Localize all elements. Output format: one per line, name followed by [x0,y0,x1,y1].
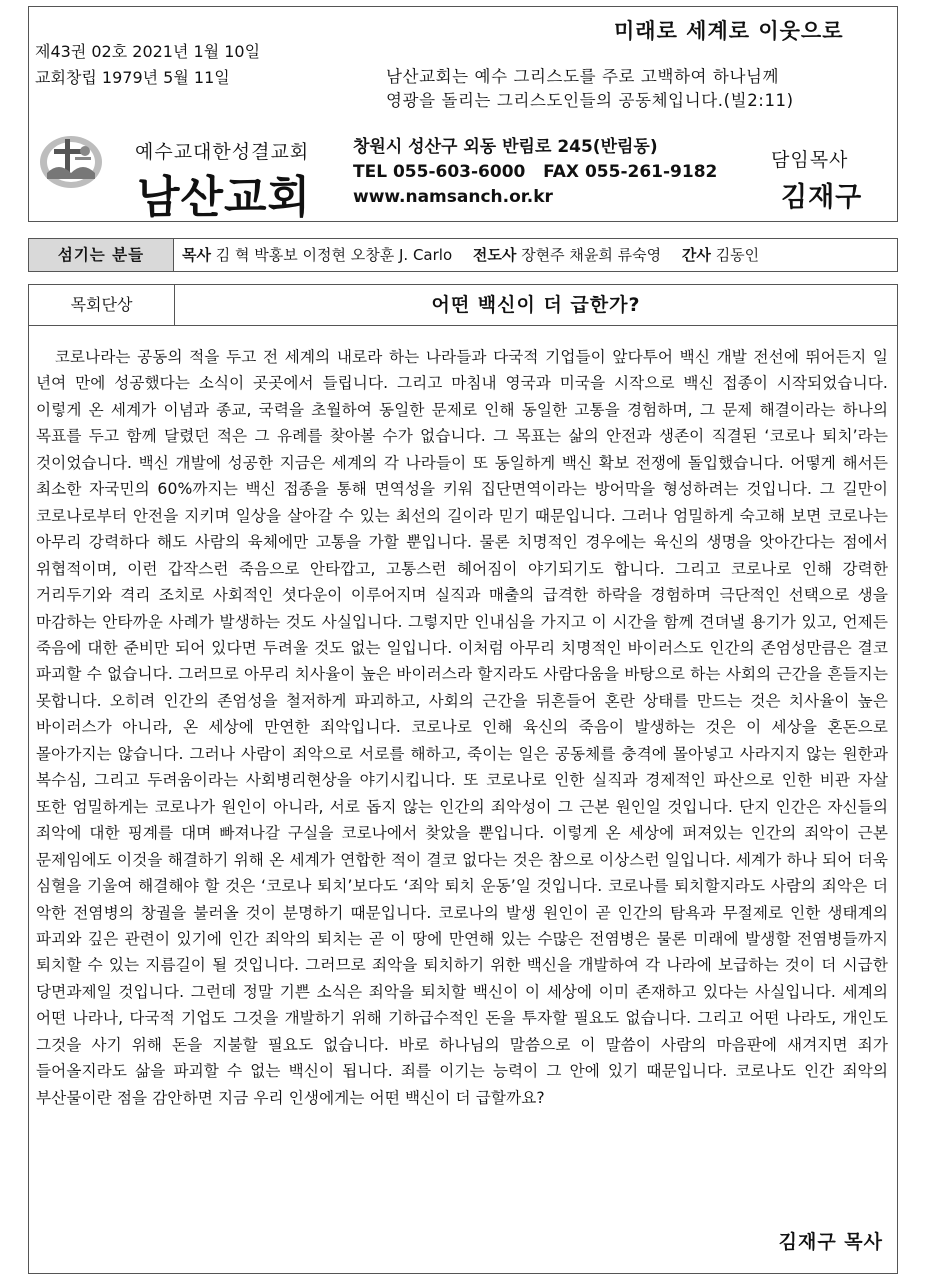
contact-info [353,135,717,210]
issue-number-date: 제43권 02호 2021년 1월 10일 [35,42,261,61]
pastors-names: 김 혁 박홍보 이정현 오창훈 J. Carlo [215,246,453,264]
mission-line-2: 영광을 돌리는 그리스도인들의 공동체입니다.(빌2:11) [386,91,794,110]
article-title: 어떤 백신이 더 급한가? [431,294,641,316]
pastoral-column [28,284,898,1274]
church-name: 남산교회 [137,172,312,223]
senior-pastor-label: 담임목사 [771,149,849,171]
mission-line-1: 남산교회는 예수 그리스도를 주로 고백하여 하나님께 [386,67,780,86]
staff-row [28,238,898,272]
evangelists-label: 전도사 [472,246,517,264]
secretary-name: 김동인 [715,246,760,264]
author-signature: 김재구 목사 [778,1231,883,1253]
church-logo-icon [35,133,107,191]
issue-info [35,39,260,91]
pastors-label: 목사 [182,246,211,264]
column-label: 목회단상 [29,285,175,325]
tel-fax: TEL 055-603-6000 FAX 055-261-9182 [353,162,718,182]
staff-list [174,239,759,271]
secretary-label: 간사 [681,246,711,264]
denomination: 예수교대한성결교회 [135,141,310,163]
mission-statement [386,65,891,113]
article-header [29,285,897,326]
staff-label: 섬기는 분들 [29,239,174,271]
article-body: 코로나라는 공동의 적을 두고 전 세계의 내로라 하는 나라들과 다국적 기업들이 앞다투어 백신 개발 전선에 뛰어든지 일 년여 만에 성공했다는 소식이 곳곳에서 들립니다. 그리고 마침내 영국과 미국을 시작으로 백신 접종이 시작되었습니다. 이렇게 온 세계가 이념과 종교, 국력을 초월하여 동일한 문제로 인해 동일한 고통을 경험하며, 그 문제 해결이라는 하나의 목표를 두고 함께 달렸던 적은 그 유례를 찾아볼 수가 없습니다. 그 목표는 삶의 안전과 생존이 직결된 ‘코로나 퇴치’라는 것이었습니다. 백신 개발에 성공한 지금은 세계의 각 나라들이 또 동일하게 백신 확보 전쟁에 돌입했습니다. 어떻게 해서든 최소한 자국민의 60%까지는 백신 접종을 통해 면역성을 키워 집단면역이라는 방어막을 형성하려는 것입니다. 그 길만이 코로나로부터 안전을 지키며 일상을 살아갈 수 있는 최선의 길이라 믿기 때문입니다. 그러나 엄밀하게 숙고해 보면 코로나는 아무리 강력하다 해도 사람의 육체에만 고통을 가할 뿐입니다. 물론 치명적인 경우에는 육신의 생명을 앗아간다는 점에서 위협적이며, 이런 갑작스런 죽음으로 안타깝고, 고통스런 헤어짐이 야기되기도 합니다. 그리고 코로나로 인해 강력한 거리두기와 격리 조치로 사회적인 셧다운이 이루어지며 실직과 매출의 급격한 하락을 경험하며 극단적인 선택으로 생을 마감하는 안타까운 사례가 발생하는 것도 사실입니다. 그렇지만 인내심을 가지고 이 시간을 함께 견뎌낼 용기가 있고, 언제든 죽음에 대한 준비만 되어 있다면 두려울 것도 없는 일입니다. 이처럼 아무리 치명적인 바이러스도 인간의 존엄성만큼은 결코 파괴할 수 없습니다. 그러므로 아무리 치사율이 높은 바이러스라 할지라도 사람다움을 바탕으로 하는 사회의 근간을 흔들지는 못합니다. 오히려 인간의 존엄성을 철저하게 파괴하고, 사회의 근간을 뒤흔들어 혼란 상태를 만드는 것은 치사율이 높은 바이러스가 아니라, 온 세상에 만연한 죄악입니다. 코로나로 인해 육신의 죽음이 발생하는 것은 이 세상을 혼돈으로 몰아가지는 않습니다. 그러나 사람이 죄악으로 서로를 해하고, 죽이는 일은 공동체를 충격에 몰아넣고 사라지지 않는 원한과 복수심, 그리고 두려움이라는 사회병리현상을 야기시킵니다. 또 코로나로 인한 실직과 경제적인 파산으로 인한 비관 자살 또한 엄밀하게는 코로나가 원인이 아니라, 서로 돕지 않는 인간의 죄악성이 그 근본 원인일 것입니다. 단지 인간은 자신들의 죄악에 대한 핑계를 대며 빠져나갈 구실을 코로나에서 찾았을 뿐입니다. 이렇게 온 세상에 퍼져있는 인간의 죄악이 근본 문제임에도 이것을 해결하기 위해 온 세계가 연합한 적이 결코 없다는 것은 참으로 이상스런 일입니다. 세계가 하나 되어 더욱 심혈을 기울여 해결해야 할 것은 ‘코로나 퇴치’보다도 ‘죄악 퇴치 운동’일 것입니다. 코로나를 퇴치할지라도 사람의 죄악은 더 악한 전염병의 창궐을 불러올 것이 분명하기 때문입니다. 코로나의 발생 원인이 곧 인간의 탐욕과 무절제로 인한 생태계의 파괴와 깊은 관련이 있기에 인간 죄악의 퇴치는 곧 이 땅에 만연해 있는 수많은 전염병은 물론 미래에 발생할 전염병들까지 퇴치할 수 있는 지름길이 될 것입니다. 그러므로 죄악을 퇴치하기 위한 백신을 개발하여 각 나라에 보급하는 것이 더 시급한 당면과제일 것입니다. 그런데 정말 기쁜 소식은 죄악을 퇴치할 백신이 이 세상에 이미 존재하고 있다는 사실입니다. 세계의 어떤 나라나, 다국적 기업도 그것을 개발하기 위해 기하급수적인 돈을 투자할 필요도 없습니다. 그리고 어떤 나라도, 개인도 그것을 사기 위해 돈을 지불할 필요도 없습니다. 바로 하나님의 말씀으로 이 말씀이 사람의 마음판에 새겨지면 죄가 들어올지라도 삶을 파괴할 수 없는 백신이 됩니다. 죄를 이기는 능력이 그 안에 있기 때문입니다. 코로나도 인간 죄악의 부산물이란 점을 감안하면 지금 우리 인생에게는 어떤 백신이 더 급할까요? [36,348,888,1107]
website-link[interactable]: www.namsanch.or.kr [353,187,553,207]
masthead [28,6,898,222]
senior-pastor-name: 김재구 [781,182,863,213]
evangelists-names: 장현주 채윤희 류숙영 [521,246,662,264]
church-motto: 미래로 세계로 이웃으로 [614,19,844,43]
church-address: 창원시 성산구 외동 반림로 245(반림동) [353,137,658,157]
founding-date: 교회창립 1979년 5월 11일 [35,68,230,87]
